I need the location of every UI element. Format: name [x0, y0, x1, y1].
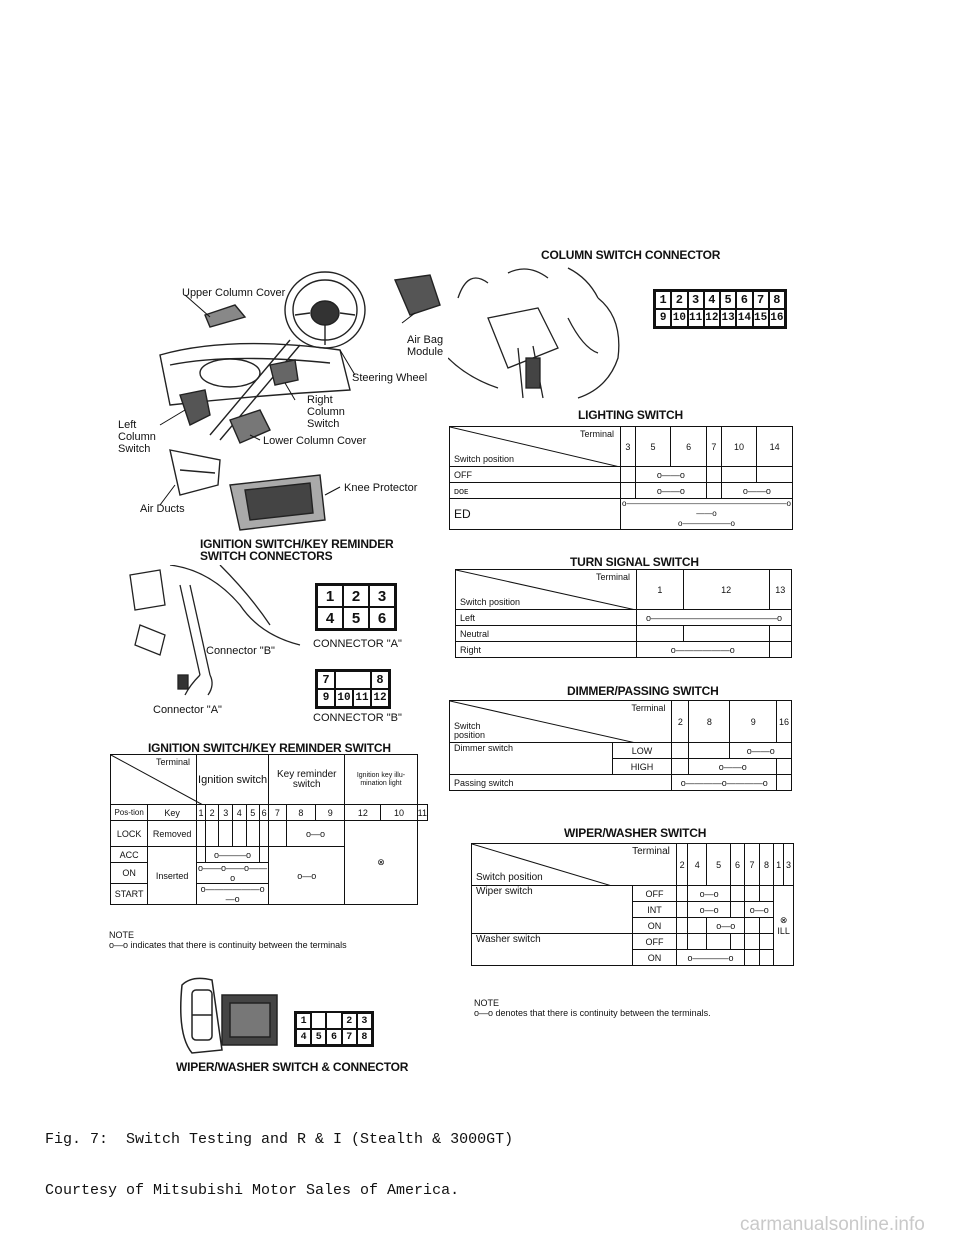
pin: 1	[317, 585, 343, 607]
connector-a	[315, 583, 397, 631]
cont-cell: o——o——o——o	[198, 863, 268, 883]
lighting-switch-title: LIGHTING SWITCH	[578, 408, 683, 422]
header-diagonal	[111, 755, 197, 805]
note-body: indicates that there is continuity between the terminals	[130, 940, 347, 950]
pin: 5	[311, 1029, 326, 1045]
cell	[688, 934, 707, 950]
cell	[777, 775, 792, 791]
figure-caption	[45, 1097, 513, 1216]
column-switch-photo	[448, 258, 643, 403]
pin: 8	[769, 291, 785, 309]
dimmer-label: Dimmer switch	[450, 743, 613, 775]
on-label: ON	[633, 918, 677, 934]
cell	[197, 847, 206, 863]
cell	[637, 626, 684, 642]
wiper-switch-drawing	[172, 975, 282, 1055]
note-body: denotes that there is continuity between the terminals.	[495, 1008, 711, 1018]
cont-cell: o——o	[730, 743, 792, 759]
pin-gap	[311, 1013, 326, 1029]
inserted-label: Inserted	[148, 847, 197, 905]
group-key-reminder: Key reminder switch	[269, 755, 345, 805]
label-lower-column-cover: Lower Column Cover	[263, 435, 367, 447]
ill-lamp: ⊗ ILL	[774, 886, 794, 966]
pin: 8	[357, 1029, 372, 1045]
pin: 12	[704, 309, 720, 327]
switch-position-label: Switch position	[454, 721, 486, 740]
pin: 2	[671, 291, 687, 309]
col-header: 10	[381, 805, 417, 821]
cell	[759, 950, 774, 966]
pin: 3	[369, 585, 395, 607]
pin: 4	[704, 291, 720, 309]
cont-cell: o——o	[635, 483, 706, 499]
terminal-label: Terminal	[631, 703, 666, 713]
label-right-column-switch: Right Column Switch	[307, 394, 345, 430]
col-header: 13	[769, 570, 791, 610]
group-illum: Ignition key illu-mination light	[345, 755, 417, 805]
pin: 7	[342, 1029, 357, 1045]
col-header: 10	[721, 427, 757, 467]
pin: 4	[296, 1029, 311, 1045]
wiper-connector	[294, 1011, 374, 1047]
col-header: 5	[707, 844, 731, 886]
switch-position-label: Switch position	[460, 597, 521, 607]
wiper-connector-title: WIPER/WASHER SWITCH & CONNECTOR	[176, 1060, 409, 1074]
cell	[759, 886, 774, 902]
column-switch-connector-title: COLUMN SWITCH CONNECTOR	[541, 248, 721, 262]
pin: 16	[769, 309, 785, 327]
cont-cell: o——o	[721, 483, 792, 499]
off-label: OFF	[633, 934, 677, 950]
pin: 10	[335, 689, 353, 707]
cont-cell: o——o	[689, 759, 777, 775]
position-label: Pos-tion	[111, 805, 148, 821]
header-diagonal	[472, 844, 677, 886]
cell	[769, 642, 791, 658]
pin: 6	[369, 607, 395, 629]
cell	[730, 934, 744, 950]
pin: 6	[326, 1029, 341, 1045]
connector-b-label: Connector "B"	[206, 645, 275, 657]
pin: 4	[317, 607, 343, 629]
cell	[676, 934, 687, 950]
cell	[672, 759, 689, 775]
turn-signal-title: TURN SIGNAL SWITCH	[570, 555, 699, 569]
cont-cell: o—o	[688, 886, 731, 902]
dimmer-table	[449, 700, 792, 791]
int-label: INT	[633, 902, 677, 918]
col-header: 16	[777, 701, 792, 743]
col-header: 6	[730, 844, 744, 886]
connector-b	[315, 669, 391, 709]
pin: 10	[671, 309, 687, 327]
col-header: 11	[417, 805, 427, 821]
switch-position-label: Switch position	[476, 872, 543, 883]
switch-position-label: Switch position	[454, 454, 515, 464]
cell	[769, 626, 791, 642]
wiper-note	[474, 998, 711, 1018]
cont-cell: o————o	[676, 950, 744, 966]
cell	[260, 821, 269, 847]
note-title: NOTE	[474, 998, 500, 1008]
pin: 1	[655, 291, 671, 309]
ignition-connectors-title	[200, 538, 394, 562]
col-header: 6	[671, 427, 707, 467]
col-header: 8	[689, 701, 730, 743]
cell	[707, 934, 731, 950]
cell	[232, 821, 246, 847]
cont-cell: o—o	[269, 847, 345, 905]
removed-label: Removed	[148, 821, 197, 847]
illum-lamp: ⊗	[345, 821, 417, 905]
label-knee-protector: Knee Protector	[344, 482, 418, 494]
cell	[260, 847, 269, 863]
pin: 5	[343, 607, 369, 629]
low-label: LOW	[612, 743, 672, 759]
cont-cell: o————————————————————o——o o——————o	[622, 499, 791, 528]
row-label: ᴅᴏᴇ	[450, 483, 621, 499]
cell	[730, 886, 744, 902]
pin: 14	[736, 309, 752, 327]
col-header: 12	[683, 570, 769, 610]
label-steering-wheel: Steering Wheel	[352, 372, 428, 384]
col-header: 14	[757, 427, 793, 467]
cell	[757, 467, 793, 483]
col-header: 7	[269, 805, 287, 821]
start-label: START	[111, 884, 148, 905]
label-air-bag-module: Air Bag Module	[407, 334, 444, 358]
col-header: 6	[260, 805, 269, 821]
cont-cell: o——————o	[637, 642, 770, 658]
key-label: Key	[148, 805, 197, 821]
terminal-label: Terminal	[632, 846, 670, 857]
pin: 11	[688, 309, 704, 327]
col-header: 12	[345, 805, 381, 821]
cell	[759, 934, 774, 950]
turn-signal-table	[455, 569, 792, 658]
header-diagonal	[450, 427, 621, 467]
on-label: ON	[111, 863, 148, 884]
cell	[672, 743, 689, 759]
cell	[730, 902, 744, 918]
pin: 8	[371, 671, 389, 689]
cont-cell: o—o	[688, 902, 731, 918]
cell	[683, 626, 769, 642]
passing-label: Passing switch	[450, 775, 672, 791]
pin-gap	[335, 671, 371, 689]
group-ignition: Ignition switch	[197, 755, 269, 805]
ignition-switch-photo	[120, 565, 310, 700]
wiper-table	[471, 843, 794, 966]
cont-cell: o—o	[286, 821, 345, 847]
pin: 3	[688, 291, 704, 309]
cell	[197, 821, 206, 847]
col-header: 8	[286, 805, 315, 821]
col-header: 3	[219, 805, 233, 821]
col-header: 3	[621, 427, 636, 467]
col-header: 1	[197, 805, 206, 821]
terminal-label: Terminal	[579, 429, 614, 439]
cell	[621, 467, 636, 483]
col-header: 3	[784, 844, 794, 886]
col-header: 8	[759, 844, 774, 886]
header-diagonal	[456, 570, 637, 610]
pin: 2	[342, 1013, 357, 1029]
caption-line-2: Courtesy of Mitsubishi Motor Sales of America.	[45, 1182, 460, 1199]
label-upper-column-cover: Upper Column Cover	[182, 287, 286, 299]
column-switch-connector	[653, 289, 787, 329]
pin: 7	[317, 671, 335, 689]
col-header: 2	[205, 805, 219, 821]
terminal-label: Terminal	[156, 757, 191, 767]
cell	[745, 950, 760, 966]
high-label: HIGH	[612, 759, 672, 775]
terminal-label: Terminal	[595, 572, 630, 582]
col-header: 7	[745, 844, 760, 886]
cell	[676, 918, 687, 934]
pin: 7	[753, 291, 769, 309]
lock-label: LOCK	[111, 821, 148, 847]
note-text: o—o indicates that there is continuity between the terminals	[109, 940, 347, 950]
cell	[688, 918, 707, 934]
row-label: Neutral	[456, 626, 637, 642]
on-label: ON	[633, 950, 677, 966]
row-label: Right	[456, 642, 637, 658]
cell	[219, 821, 233, 847]
wiper-title: WIPER/WASHER SWITCH	[564, 826, 707, 840]
pin: 12	[371, 689, 389, 707]
caption-line-1: Fig. 7: Switch Testing and R & I (Stealth & 3000GT)	[45, 1131, 514, 1148]
pin: 6	[736, 291, 752, 309]
pin-gap	[326, 1013, 341, 1029]
col-header: 5	[635, 427, 671, 467]
cell	[246, 821, 260, 847]
cell	[759, 918, 774, 934]
pin: 5	[720, 291, 736, 309]
col-header: 1	[637, 570, 684, 610]
cell	[676, 902, 687, 918]
cell	[745, 934, 760, 950]
pin: 11	[353, 689, 371, 707]
col-header: 9	[730, 701, 777, 743]
header-diagonal	[450, 701, 672, 743]
connector-a-label: Connector "A"	[153, 704, 222, 716]
col-header: 7	[706, 427, 721, 467]
label-left-column-switch: Left Column Switch	[118, 419, 156, 455]
lighting-switch-table	[449, 426, 793, 530]
cell	[621, 483, 636, 499]
cell	[676, 886, 687, 902]
note-text: o—o denotes that there is continuity between the terminals.	[474, 1008, 711, 1018]
col-header: 5	[246, 805, 260, 821]
title-line: IGNITION SWITCH/KEY REMINDER	[200, 537, 394, 551]
ignition-table-title: IGNITION SWITCH/KEY REMINDER SWITCH	[148, 741, 391, 755]
cell	[689, 743, 730, 759]
cont-cell: o———o	[205, 847, 259, 863]
pin: 9	[317, 689, 335, 707]
cont-cell: o——————o—o	[197, 884, 269, 905]
pin: 1	[296, 1013, 311, 1029]
pin: 2	[343, 585, 369, 607]
pin: 9	[655, 309, 671, 327]
pin: 3	[357, 1013, 372, 1029]
pin: 13	[720, 309, 736, 327]
cell	[777, 759, 792, 775]
cont-cell: o—o	[707, 918, 745, 934]
row-label: ED	[450, 499, 621, 530]
cell	[745, 886, 760, 902]
note-title: NOTE	[109, 930, 135, 940]
ignition-note	[109, 930, 347, 950]
col-header: 4	[232, 805, 246, 821]
cell	[745, 918, 760, 934]
pin: 15	[753, 309, 769, 327]
wiper-label: Wiper switch	[472, 886, 633, 934]
watermark: carmanualsonline.info	[740, 1214, 925, 1235]
col-header: 1	[774, 844, 784, 886]
cont-cell: o——o	[635, 467, 706, 483]
col-header: 9	[316, 805, 345, 821]
cell	[706, 467, 721, 483]
cell	[205, 821, 219, 847]
col-header: 2	[672, 701, 689, 743]
row-label: Left	[456, 610, 637, 626]
col-header: 4	[688, 844, 707, 886]
connector-b-caption: CONNECTOR "B"	[313, 712, 402, 724]
row-label: OFF	[450, 467, 621, 483]
off-label: OFF	[633, 886, 677, 902]
cell	[721, 467, 757, 483]
washer-label: Washer switch	[472, 934, 633, 966]
cell	[269, 821, 287, 847]
title-line: SWITCH CONNECTORS	[200, 549, 333, 563]
ill-label: ILL	[777, 926, 790, 936]
label-air-ducts: Air Ducts	[140, 503, 185, 515]
dimmer-title: DIMMER/PASSING SWITCH	[567, 684, 719, 698]
connector-a-caption: CONNECTOR "A"	[313, 638, 402, 650]
acc-label: ACC	[111, 847, 148, 863]
cont-cell: o—o	[745, 902, 774, 918]
ignition-table	[110, 754, 428, 905]
cont-cell: o————o————o	[672, 775, 777, 791]
cell	[706, 483, 721, 499]
col-header: 2	[676, 844, 687, 886]
cont-cell: o——————————————o	[637, 610, 792, 626]
